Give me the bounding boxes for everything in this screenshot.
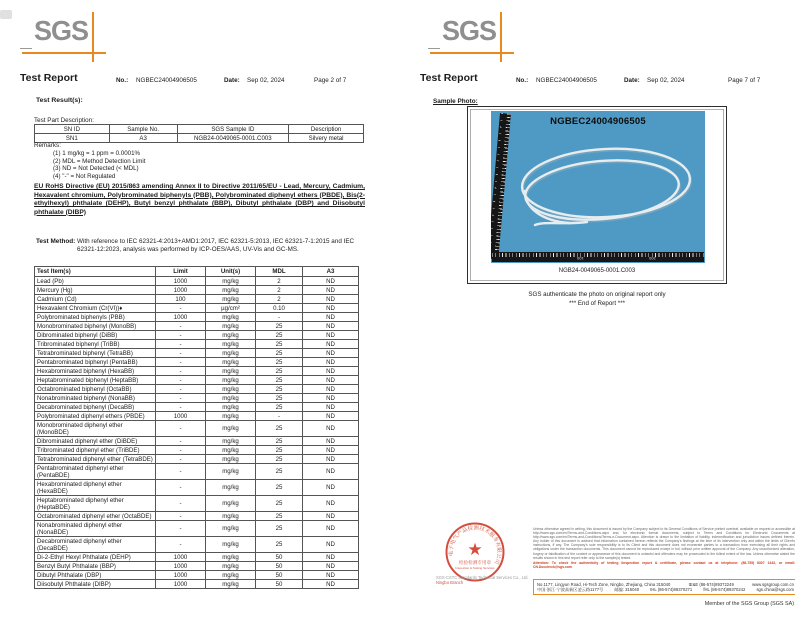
cell-test-item: Tetrabrominated diphenyl ether (TetraBDE) xyxy=(35,455,156,464)
cell-test-item: Dibrominated biphenyl (DiBB) xyxy=(35,331,156,340)
cell-mdl: 25 xyxy=(256,512,303,521)
cell-test-item: Hexavalent Chromium (Cr(VI))♦ xyxy=(35,304,156,313)
cell-test-item: Heptabrominated diphenyl ether (HeptaBDE) xyxy=(35,496,156,512)
cell-test-item: Polybrominated diphenyl ethers (PBDE) xyxy=(35,412,156,421)
report-no-value: NGBEC24004906505 xyxy=(536,77,597,84)
table-row xyxy=(35,385,359,394)
cell-unit: mg/kg xyxy=(206,367,256,376)
cell-mdl: 50 xyxy=(256,571,303,580)
table-row xyxy=(35,286,359,295)
cell-mdl: 2 xyxy=(256,295,303,304)
table-header-row xyxy=(35,267,359,277)
postcode-cn: 邮编: 315040 xyxy=(614,587,640,593)
cell-mdl: 25 xyxy=(256,446,303,455)
cell-result: ND xyxy=(303,376,359,385)
table-row xyxy=(35,340,359,349)
cell-sgs-sample-id: NGB24-0049065-0001.C003 xyxy=(177,134,289,143)
table-row xyxy=(35,512,359,521)
table-row xyxy=(35,349,359,358)
table-row xyxy=(35,446,359,455)
sgs-member-note: Member of the SGS Group (SGS SA) xyxy=(704,601,794,607)
wire-sample-image xyxy=(491,111,705,263)
report-header xyxy=(0,74,400,88)
cell-test-item: Polybrominated biphenyls (PBB) xyxy=(35,313,156,322)
cell-result: ND xyxy=(303,521,359,537)
logo-gray-line xyxy=(20,48,32,49)
address-block xyxy=(533,579,795,595)
cell-result: ND xyxy=(303,480,359,496)
website-link: www.sgsgroup.com.cn xyxy=(752,581,794,587)
cell-test-item: Mercury (Hg) xyxy=(35,286,156,295)
cell-mdl: 25 xyxy=(256,496,303,512)
test-method-text: With reference to IEC 62321-4:2013+AMD1:2017, IEC 62321-5:2013, IEC 62321-7-1:2015 and IEC 62321-12:2023, analysis was performed by ICP-OES/AAS, UV-Vis and GC-MS. xyxy=(77,238,355,253)
logo-gray-line xyxy=(428,48,440,49)
table-row xyxy=(35,322,359,331)
cell-limit: - xyxy=(156,385,206,394)
cell-result: ND xyxy=(303,394,359,403)
cell-mdl: 25 xyxy=(256,537,303,553)
cell-unit: mg/kg xyxy=(206,512,256,521)
table-row xyxy=(35,480,359,496)
cell-result: ND xyxy=(303,446,359,455)
cell-unit: mg/kg xyxy=(206,403,256,412)
cell-test-item: Tribrominated biphenyl (TriBB) xyxy=(35,340,156,349)
table-row xyxy=(35,331,359,340)
cell-limit: 1000 xyxy=(156,277,206,286)
cell-result: ND xyxy=(303,277,359,286)
cell-mdl: 50 xyxy=(256,580,303,589)
cell-unit: µg/cm² xyxy=(206,304,256,313)
authenticate-note: SGS authenticate the photo on original report only xyxy=(528,291,666,298)
company-branch-line: Ningbo Branch xyxy=(436,579,464,585)
cell-limit: - xyxy=(156,437,206,446)
cell-mdl: 25 xyxy=(256,385,303,394)
table-row xyxy=(35,304,359,313)
cell-test-item: Dibutyl Phthalate (DBP) xyxy=(35,571,156,580)
table-row xyxy=(35,455,359,464)
cell-result: ND xyxy=(303,421,359,437)
table-row xyxy=(35,521,359,537)
cell-result: ND xyxy=(303,455,359,464)
cell-mdl: 25 xyxy=(256,376,303,385)
cell-result: ND xyxy=(303,403,359,412)
report-date-label: Date: xyxy=(224,77,240,84)
table-row xyxy=(35,464,359,480)
rohs-directive-heading: EU RoHS Directive (EU) 2015/863 amending Annex II to Directive 2011/65/EU - Lead, Mercury, Cadmium, Hexavalent chromium, Polybrominated biphenyls (PBB), Polybrominated diphenyl ethers (PBDE), Bis(2-ethylhexyl) phthalate (DEHP), Butyl benzyl phthalate (BBP), Dibutyl phthalate (DBP) and Diisobutyl phthalate (DIBP) xyxy=(34,183,365,216)
cell-unit: mg/kg xyxy=(206,464,256,480)
address-en: No.1177, Lingyun Road, Hi-Tech Zone, Ningbo, Zhejiang, China 315040 xyxy=(537,581,671,587)
cell-limit: - xyxy=(156,521,206,537)
address-cn: 中国·浙江·宁波高新区凌云路1177号 xyxy=(537,587,604,593)
stamp-center-text: 检验检测专用章 xyxy=(458,560,492,565)
cell-unit: mg/kg xyxy=(206,394,256,403)
cell-mdl: 25 xyxy=(256,521,303,537)
cell-limit: - xyxy=(156,455,206,464)
sample-photo-label: Sample Photo: xyxy=(433,98,478,105)
company-line: SGS-CSTC Standards Technical Services Co., Ltd. xyxy=(436,575,529,580)
disclaimer-text: Unless otherwise agreed in writing, this document is issued by the Company subject to its General Conditions of Service printed overleaf, available on request or accessible at http://www.sgs.com/en/Terms-and-Conditions.aspx and, for electronic format documents, subject to Terms and Conditions for Electronic Documents at http://www.sgs.com/en/Terms-and-Conditions/Terms-e-Document.aspx. Attention is drawn to the limitation of liability, indemnification and jurisdiction issues defined therein. Any holder of this document is advised that information contained hereon reflects the Company's findings at the time of its intervention only and within the limits of Client's instructions, if any. The Company's sole responsibility is to its Client and this document does not exonerate parties to a transaction from exercising all their rights and obligations under the transaction documents. This document cannot be reproduced except in full, without prior written approval of the Company. Any unauthorized alteration, forgery or falsification of the content or appearance of this document is unlawful and offenders may be prosecuted to the fullest extent of the law. Unless otherwise stated the results shown in this test report refer only to the sample(s) tested. xyxy=(533,527,795,560)
ruler-mark: 200 xyxy=(648,256,656,261)
cell-unit: mg/kg xyxy=(206,349,256,358)
cell-mdl: 50 xyxy=(256,562,303,571)
cell-mdl: 25 xyxy=(256,394,303,403)
phone-en: tE&E (86-574)89372249 xyxy=(688,581,734,587)
cell-limit: - xyxy=(156,480,206,496)
cell-unit: mg/kg xyxy=(206,331,256,340)
cell-limit: - xyxy=(156,376,206,385)
table-row xyxy=(35,562,359,571)
cell-result: ND xyxy=(303,367,359,376)
cell-test-item: Pentabrominated diphenyl ether (PentaBDE) xyxy=(35,464,156,480)
cell-limit: - xyxy=(156,322,206,331)
remark-line: (1) 1 mg/kg = 1 ppm = 0.0001% xyxy=(53,150,141,157)
company-name-lines xyxy=(436,576,541,586)
phone-cn: tHL (86-574)89370271 xyxy=(650,587,693,593)
cell-mdl: - xyxy=(256,313,303,322)
table-row xyxy=(35,358,359,367)
cell-unit: mg/kg xyxy=(206,571,256,580)
table-row xyxy=(35,277,359,286)
table-row xyxy=(35,134,364,143)
cell-limit: 1000 xyxy=(156,553,206,562)
cell-test-item: Decabrominated diphenyl ether (DecaBDE) xyxy=(35,537,156,553)
cell-result: ND xyxy=(303,385,359,394)
sgs-logo-text: SGS xyxy=(34,15,89,47)
cell-mdl: 25 xyxy=(256,358,303,367)
cell-result: ND xyxy=(303,512,359,521)
cell-unit: mg/kg xyxy=(206,286,256,295)
cell-mdl: 25 xyxy=(256,349,303,358)
cell-unit: mg/kg xyxy=(206,313,256,322)
cell-limit: 1000 xyxy=(156,286,206,295)
col-a3: A3 xyxy=(303,267,359,277)
fax-cn: fHL (86-574)89370242 xyxy=(703,587,746,593)
table-header-row xyxy=(35,125,364,134)
cell-result: ND xyxy=(303,412,359,421)
cell-result: ND xyxy=(303,313,359,322)
end-of-report: *** End of Report *** xyxy=(568,300,626,307)
address-row-cn xyxy=(537,587,794,593)
cell-limit: - xyxy=(156,349,206,358)
table-row xyxy=(35,496,359,512)
cell-limit: - xyxy=(156,331,206,340)
remarks-label: Remarks: xyxy=(34,142,61,149)
cell-unit: mg/kg xyxy=(206,295,256,304)
table-row xyxy=(35,421,359,437)
table-row xyxy=(35,537,359,553)
cell-unit: mg/kg xyxy=(206,580,256,589)
cell-mdl: 25 xyxy=(256,340,303,349)
cell-limit: 100 xyxy=(156,295,206,304)
photo-sample-id-label: NGBEC24004906505 xyxy=(550,116,646,127)
cell-mdl: 25 xyxy=(256,455,303,464)
cell-unit: mg/kg xyxy=(206,562,256,571)
test-part-description-label: Test Part Description: xyxy=(34,117,94,124)
cell-unit: mg/kg xyxy=(206,455,256,464)
cell-test-item: Dibrominated diphenyl ether (DiBDE) xyxy=(35,437,156,446)
cell-test-item: Decabrominated biphenyl (DecaBB) xyxy=(35,403,156,412)
cell-unit: mg/kg xyxy=(206,480,256,496)
cell-description: Silvery metal xyxy=(289,134,364,143)
cell-limit: - xyxy=(156,464,206,480)
cell-mdl: 25 xyxy=(256,421,303,437)
cell-mdl: 25 xyxy=(256,322,303,331)
sgs-logo xyxy=(28,15,108,63)
table-row xyxy=(35,553,359,562)
sample-photo-frame xyxy=(467,106,727,284)
cell-limit: - xyxy=(156,446,206,455)
page-title: Test Report xyxy=(20,72,78,84)
legal-disclaimer xyxy=(533,527,795,569)
cell-limit: - xyxy=(156,304,206,313)
cell-limit: - xyxy=(156,512,206,521)
cell-unit: mg/kg xyxy=(206,277,256,286)
photo-caption: NGB24-0049065-0001.C003 xyxy=(558,268,636,274)
remark-line: (3) ND = Not Detected (< MDL) xyxy=(53,165,139,173)
cell-test-item: Hexabrominated biphenyl (HexaBB) xyxy=(35,367,156,376)
cell-unit: mg/kg xyxy=(206,421,256,437)
cell-limit: - xyxy=(156,367,206,376)
table-row xyxy=(35,295,359,304)
cell-unit: mg/kg xyxy=(206,340,256,349)
sgs-logo xyxy=(436,15,516,63)
cell-limit: 1000 xyxy=(156,571,206,580)
table-row xyxy=(35,412,359,421)
cell-mdl: 2 xyxy=(256,277,303,286)
cell-result: ND xyxy=(303,286,359,295)
cell-mdl: 25 xyxy=(256,480,303,496)
col-test-item: Test Item(s) xyxy=(35,267,156,277)
cell-result: ND xyxy=(303,562,359,571)
col-unit: Unit(s) xyxy=(206,267,256,277)
cell-result: ND xyxy=(303,437,359,446)
table-row xyxy=(35,394,359,403)
cell-limit: - xyxy=(156,496,206,512)
cell-unit: mg/kg xyxy=(206,446,256,455)
cell-result: ND xyxy=(303,295,359,304)
cell-mdl: 2 xyxy=(256,286,303,295)
cell-result: ND xyxy=(303,464,359,480)
table-row xyxy=(35,580,359,589)
logo-orange-vline xyxy=(92,12,94,62)
cell-result: ND xyxy=(303,553,359,562)
page-title: Test Report xyxy=(420,72,478,84)
cell-limit: - xyxy=(156,358,206,367)
cell-unit: mg/kg xyxy=(206,553,256,562)
cell-mdl: 25 xyxy=(256,331,303,340)
cell-limit: - xyxy=(156,537,206,553)
cell-result: ND xyxy=(303,322,359,331)
cell-mdl: 25 xyxy=(256,464,303,480)
report-date-value: Sep 02, 2024 xyxy=(247,77,285,84)
cell-test-item: Tribrominated diphenyl ether (TriBDE) xyxy=(35,446,156,455)
col-limit: Limit xyxy=(156,267,206,277)
cell-sample-no: A3 xyxy=(109,134,177,143)
cell-result: ND xyxy=(303,349,359,358)
cell-test-item: Di-2-Ethyl Hexyl Phthalate (DEHP) xyxy=(35,553,156,562)
report-date-value: Sep 02, 2024 xyxy=(647,77,685,84)
inspection-stamp xyxy=(444,521,506,583)
cell-test-item: Diisobutyl Phthalate (DIBP) xyxy=(35,580,156,589)
col-sgs-sample-id: SGS Sample ID xyxy=(177,125,289,134)
cell-unit: mg/kg xyxy=(206,437,256,446)
test-method-label: Test Method: xyxy=(36,238,76,245)
cell-result: ND xyxy=(303,580,359,589)
cell-test-item: Heptabrominated biphenyl (HeptaBB) xyxy=(35,376,156,385)
cell-test-item: Lead (Pb) xyxy=(35,277,156,286)
cell-limit: 1000 xyxy=(156,562,206,571)
cell-unit: mg/kg xyxy=(206,358,256,367)
cell-test-item: Monobrominated diphenyl ether (MonoBDE) xyxy=(35,421,156,437)
cell-unit: mg/kg xyxy=(206,521,256,537)
cell-sn-id: SN1 xyxy=(35,134,110,143)
remark-line: (4) "-" = Not Regulated xyxy=(53,172,116,180)
report-page-7 xyxy=(400,0,800,630)
cell-mdl: 50 xyxy=(256,553,303,562)
attention-note: Attention: To check the authenticity of testing /inspection report & certificate, please contact us at telephone: (86-755) 8307 1443, or email: CN.Doccheck@sgs.com xyxy=(533,560,795,569)
scan-artifact xyxy=(0,10,12,19)
table-row xyxy=(35,376,359,385)
table-row xyxy=(35,437,359,446)
col-description: Description xyxy=(289,125,364,134)
cell-test-item: Pentabrominated biphenyl (PentaBB) xyxy=(35,358,156,367)
cell-mdl: 25 xyxy=(256,367,303,376)
sgs-logo-text: SGS xyxy=(442,15,497,47)
sample-description-table xyxy=(34,124,364,143)
horizontal-ruler xyxy=(492,252,704,262)
cell-limit: - xyxy=(156,394,206,403)
table-row xyxy=(35,571,359,580)
report-no-label: No.: xyxy=(116,77,129,84)
cell-unit: mg/kg xyxy=(206,385,256,394)
cell-limit: 1000 xyxy=(156,313,206,322)
table-row xyxy=(35,403,359,412)
cell-test-item: Nonabrominated biphenyl (NonaBB) xyxy=(35,394,156,403)
cell-result: ND xyxy=(303,537,359,553)
cell-result: ND xyxy=(303,304,359,313)
test-results-heading: Test Result(s): xyxy=(36,97,83,104)
cell-mdl: 25 xyxy=(256,403,303,412)
cell-limit: - xyxy=(156,403,206,412)
report-header xyxy=(400,74,800,88)
test-results-table xyxy=(34,266,359,589)
cell-result: ND xyxy=(303,571,359,580)
cell-test-item: Tetrabrominated biphenyl (TetraBB) xyxy=(35,349,156,358)
col-mdl: MDL xyxy=(256,267,303,277)
cell-mdl: - xyxy=(256,412,303,421)
report-no-value: NGBEC24004906505 xyxy=(136,77,197,84)
page-number: Page 2 of 7 xyxy=(314,77,347,84)
remark-line: (2) MDL = Method Detection Limit xyxy=(53,157,146,165)
col-sn-id: SN ID xyxy=(35,125,110,134)
cell-limit: 1000 xyxy=(156,580,206,589)
cell-test-item: Cadmium (Cd) xyxy=(35,295,156,304)
logo-orange-vline xyxy=(500,12,502,62)
cell-test-item: Nonabrominated diphenyl ether (NonaBDE) xyxy=(35,521,156,537)
cell-unit: mg/kg xyxy=(206,322,256,331)
cell-test-item: Monobrominated biphenyl (MonoBB) xyxy=(35,322,156,331)
cell-unit: mg/kg xyxy=(206,537,256,553)
remarks-list xyxy=(53,150,145,180)
cell-test-item: Octabrominated biphenyl (OctaBB) xyxy=(35,385,156,394)
col-sample-no: Sample No. xyxy=(109,125,177,134)
email-link: sgs.china@sgs.com xyxy=(756,587,794,593)
cell-limit: - xyxy=(156,421,206,437)
cell-unit: mg/kg xyxy=(206,376,256,385)
cell-limit: 1000 xyxy=(156,412,206,421)
sample-photo xyxy=(491,111,705,263)
cell-mdl: 25 xyxy=(256,437,303,446)
cell-test-item: Benzyl Butyl Phthalate (BBP) xyxy=(35,562,156,571)
stamp-subtitle: Inspection & Testing Services xyxy=(455,566,495,570)
cell-test-item: Hexabrominated diphenyl ether (HexaBDE) xyxy=(35,480,156,496)
cell-mdl: 0.10 xyxy=(256,304,303,313)
cell-result: ND xyxy=(303,358,359,367)
report-no-label: No.: xyxy=(516,77,529,84)
table-row xyxy=(35,313,359,322)
cell-limit: - xyxy=(156,340,206,349)
table-row xyxy=(35,367,359,376)
cell-test-item: Octabrominated diphenyl ether (OctaBDE) xyxy=(35,512,156,521)
cell-result: ND xyxy=(303,331,359,340)
cell-unit: mg/kg xyxy=(206,496,256,512)
star-icon: ★ xyxy=(467,540,483,559)
cell-unit: mg/kg xyxy=(206,412,256,421)
cell-result: ND xyxy=(303,340,359,349)
page-number: Page 7 of 7 xyxy=(728,77,761,84)
stamp-ring-text: 电子电气产品检测技术服务有限公司 xyxy=(448,525,502,565)
ruler-mark: 100 xyxy=(576,256,584,261)
report-date-label: Date: xyxy=(624,77,640,84)
cell-result: ND xyxy=(303,496,359,512)
